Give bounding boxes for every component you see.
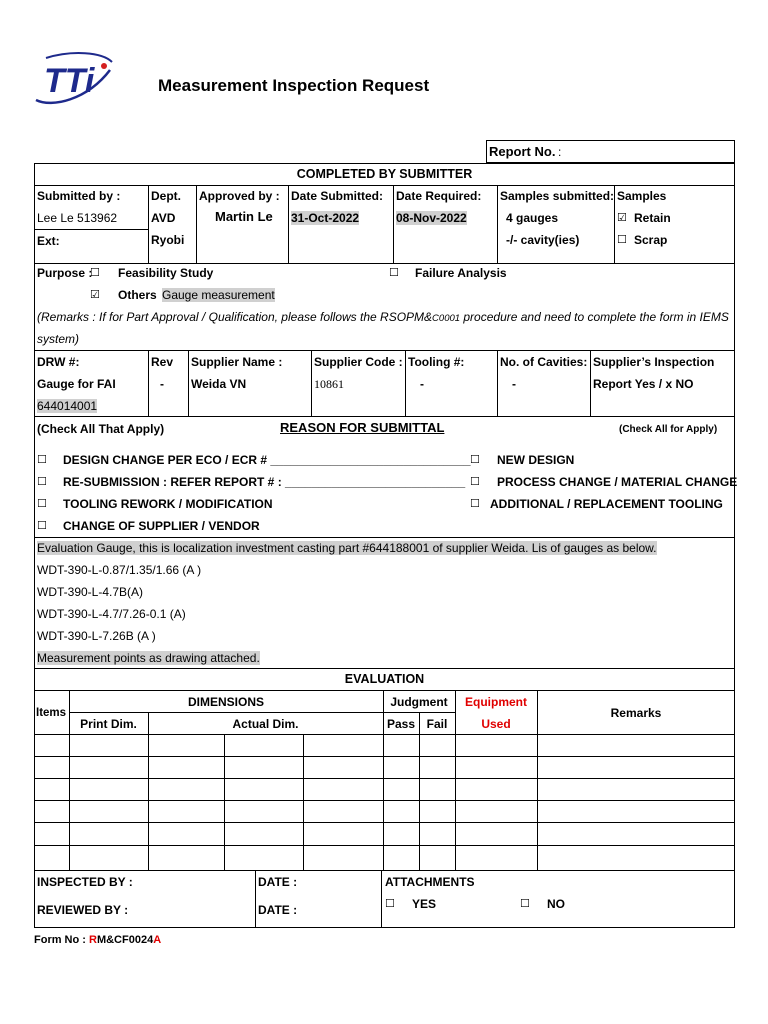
others-checkbox[interactable]: ☑ xyxy=(90,288,100,301)
purpose-label: Purpose : xyxy=(37,266,93,280)
attachments-no-checkbox[interactable]: ☐ xyxy=(520,897,530,910)
drw-value-2: 644014001 xyxy=(37,399,98,413)
ext-label: Ext: xyxy=(37,234,60,248)
retain-label: Retain xyxy=(634,211,671,225)
tooling-rework-checkbox[interactable]: ☐ xyxy=(37,497,47,510)
inspected-by-label: INSPECTED BY : xyxy=(37,875,133,889)
note-line: WDT-390-L-7.26B (A ) xyxy=(37,629,156,643)
date-inspected-label: DATE : xyxy=(258,875,298,889)
items-header: Items xyxy=(36,707,67,719)
drw-label: DRW #: xyxy=(37,355,80,369)
supplier-name-value: Weida VN xyxy=(191,377,247,391)
remarks-header: Remarks xyxy=(610,706,662,720)
section-title-submitter: COMPLETED BY SUBMITTER xyxy=(296,167,473,181)
tooling-label: Tooling #: xyxy=(408,355,465,369)
new-design-checkbox[interactable]: ☐ xyxy=(470,453,480,466)
used-header: Used xyxy=(481,717,511,731)
rev-label: Rev xyxy=(151,355,174,369)
cavities-label: No. of Cavities: xyxy=(500,355,588,369)
additional-tooling-checkbox[interactable]: ☐ xyxy=(470,497,480,510)
rev-value: - xyxy=(160,377,164,391)
approved-by-label: Approved by : xyxy=(199,189,280,203)
feasibility-label: Feasibility Study xyxy=(118,266,214,280)
supplier-inspection-label: Supplier’s Inspection xyxy=(593,355,715,369)
report-no-label: Report No. xyxy=(489,144,556,159)
others-label: Others xyxy=(118,288,157,302)
tooling-value: - xyxy=(420,377,424,391)
feasibility-checkbox[interactable]: ☐ xyxy=(90,266,100,279)
reviewed-by-label: REVIEWED BY : xyxy=(37,903,129,917)
scrap-checkbox[interactable]: ☐ xyxy=(617,233,627,246)
submitted-by-value: Lee Le 513962 xyxy=(37,211,118,225)
supplier-code-label: Supplier Code : xyxy=(314,355,403,369)
resubmission-checkbox[interactable]: ☐ xyxy=(37,475,47,488)
submitted-by-label: Submitted by : xyxy=(37,189,121,203)
report-no-colon: : xyxy=(558,145,562,159)
note-line: WDT-390-L-4.7/7.26-0.1 (A) xyxy=(37,607,186,621)
dept-label: Dept. xyxy=(151,189,181,203)
supplier-name-label: Supplier Name : xyxy=(191,355,283,369)
page-title: Measurement Inspection Request xyxy=(158,76,430,95)
check-all-right: (Check All for Apply) xyxy=(619,424,718,435)
date-required-value: 08-Nov-2022 xyxy=(396,211,467,225)
resubmission-label: RE-SUBMISSION : REFER REPORT # : ___________________________ xyxy=(63,475,466,489)
design-change-label: DESIGN CHANGE PER ECO / ECR # ______________________________ xyxy=(63,453,471,467)
form-number: Form No : RM&CF0024A xyxy=(34,934,162,946)
change-supplier-label: CHANGE OF SUPPLIER / VENDOR xyxy=(63,519,260,533)
logo-text: TTi xyxy=(44,62,95,100)
note-line: Measurement points as drawing attached. xyxy=(37,651,260,665)
others-value: Gauge measurement xyxy=(162,288,275,302)
cavities-value: - xyxy=(512,377,516,391)
tooling-rework-label: TOOLING REWORK / MODIFICATION xyxy=(63,497,273,511)
purpose-remarks-cont: system) xyxy=(37,332,79,346)
date-submitted-value: 31-Oct-2022 xyxy=(291,211,360,225)
process-change-checkbox[interactable]: ☐ xyxy=(470,475,480,488)
supplier-code-value: 10861 xyxy=(314,377,344,391)
date-required-label: Date Required: xyxy=(396,189,482,203)
date-submitted-label: Date Submitted: xyxy=(291,189,384,203)
evaluation-title: EVALUATION xyxy=(344,672,425,686)
supplier-inspection-value: Report Yes / x NO xyxy=(593,377,694,391)
failure-checkbox[interactable]: ☐ xyxy=(389,266,399,279)
approved-by-value: Martin Le xyxy=(215,209,273,224)
attachments-yes-label: YES xyxy=(412,897,437,911)
drw-value: Gauge for FAI xyxy=(37,377,116,391)
attachments-no-label: NO xyxy=(547,897,565,911)
attachments-yes-checkbox[interactable]: ☐ xyxy=(385,897,395,910)
logo-dot-icon xyxy=(101,63,107,69)
samples-label: Samples xyxy=(617,189,667,203)
failure-label: Failure Analysis xyxy=(415,266,507,280)
samples-cavity: -/- cavity(ies) xyxy=(506,233,580,247)
retain-checkbox[interactable]: ☑ xyxy=(617,211,627,224)
new-design-label: NEW DESIGN xyxy=(497,453,575,467)
check-all-left: (Check All That Apply) xyxy=(37,422,165,436)
tti-logo xyxy=(32,50,114,106)
equipment-header: Equipment xyxy=(465,695,527,709)
samples-submitted-value: 4 gauges xyxy=(506,211,559,225)
date-reviewed-label: DATE : xyxy=(258,903,298,917)
note-line: WDT-390-L-0.87/1.35/1.66 (A ) xyxy=(37,563,202,577)
additional-tooling-label: ADDITIONAL / REPLACEMENT TOOLING xyxy=(490,497,723,511)
samples-submitted-label: Samples submitted: xyxy=(500,189,615,203)
process-change-label: PROCESS CHANGE / MATERIAL CHANGE xyxy=(497,475,738,489)
attachments-label: ATTACHMENTS xyxy=(385,875,475,889)
dept-value: AVD xyxy=(151,211,176,225)
purpose-remarks: (Remarks : If for Part Approval / Qualification, please follows the RSOPM&C0001 procedure and need to complete the form in IEMS xyxy=(37,310,729,324)
pass-header: Pass xyxy=(386,717,416,731)
reason-title: REASON FOR SUBMITTAL xyxy=(280,420,445,435)
actual-dim-header: Actual Dim. xyxy=(232,717,299,731)
scrap-label: Scrap xyxy=(634,233,668,247)
judgment-header: Judgment xyxy=(390,695,448,709)
dimensions-header: DIMENSIONS xyxy=(187,695,264,709)
note-line: Evaluation Gauge, this is localization investment casting part #644188001 of supplier Weida. Lis of gauges as below. xyxy=(37,541,657,555)
change-supplier-checkbox[interactable]: ☐ xyxy=(37,519,47,532)
dept-value-2: Ryobi xyxy=(151,233,185,247)
fail-header: Fail xyxy=(426,717,448,731)
design-change-checkbox[interactable]: ☐ xyxy=(37,453,47,466)
note-line: WDT-390-L-4.7B(A) xyxy=(37,585,144,599)
print-dim-header: Print Dim. xyxy=(80,717,137,731)
